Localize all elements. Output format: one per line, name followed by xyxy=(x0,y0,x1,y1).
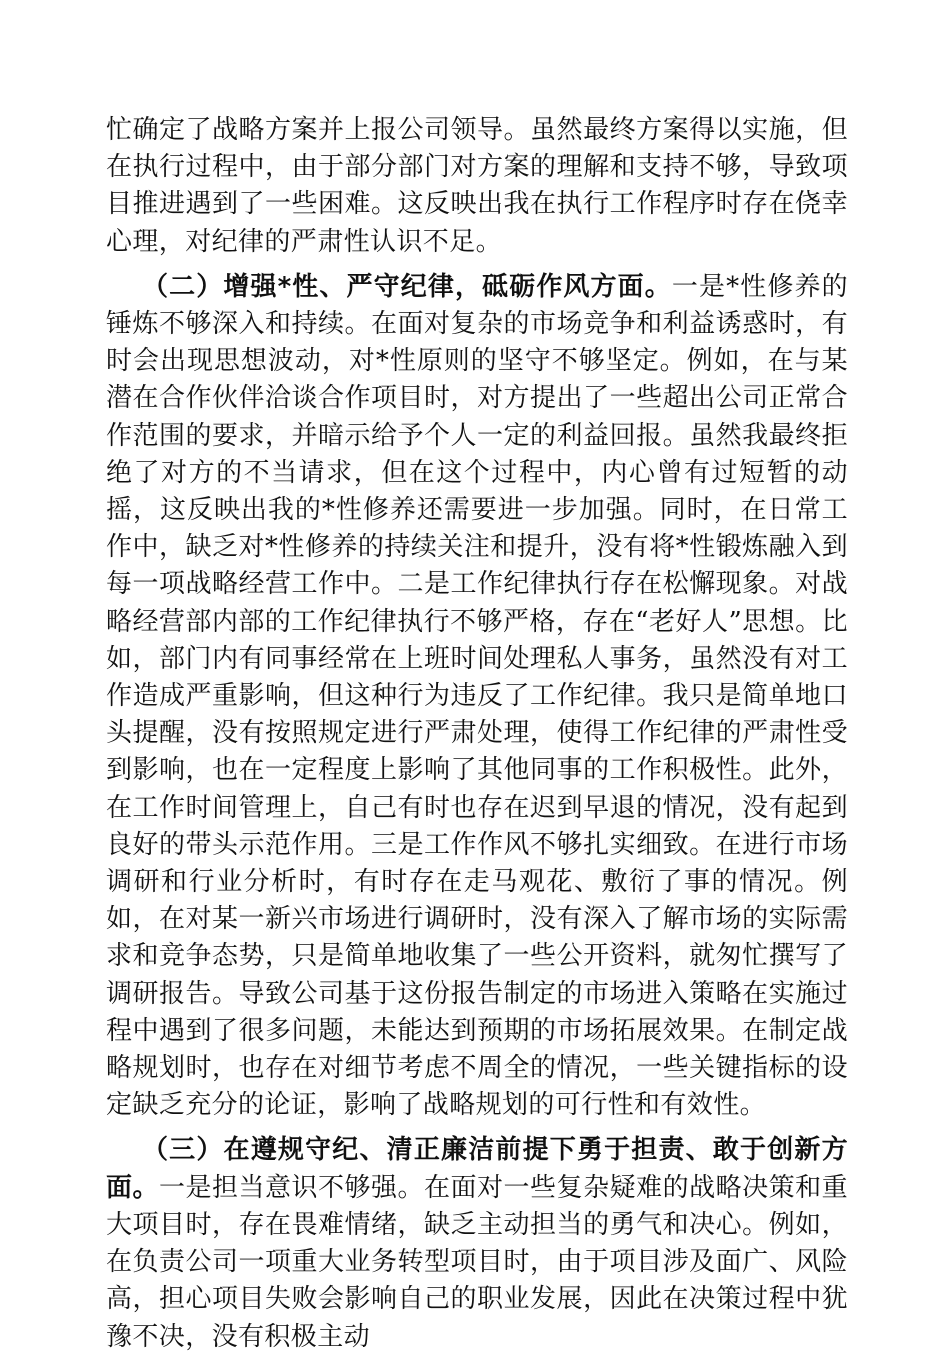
paragraph-text: 一是担当意识不够强。在面对一些复杂疑难的战略决策和重大项目时，存在畏难情绪，缺乏主动担当的勇气和决心。例如，在负责公司一项重大业务转型项目时，由于项目涉及面广、风险高，担心项目失败会影响自己的职业发展，因此在决策过程中犹豫不决，没有积极主动 xyxy=(106,1172,848,1352)
paragraph-section-two xyxy=(106,269,848,1125)
section-heading: （三）在遵规守纪、清正廉洁前提下勇于担责、敢于创新方面。 xyxy=(106,1135,848,1203)
paragraph-text: 忙确定了战略方案并上报公司领导。虽然最终方案得以实施，但在执行过程中，由于部分部门对方案的理解和支持不够，导致项目推进遇到了一些困难。这反映出我在执行工作程序时存在侥幸心理，对纪律的严肃性认识不足。 xyxy=(106,115,848,257)
section-heading: （二）增强*性、严守纪律，砥砺作风方面。 xyxy=(142,271,672,302)
paragraph-continuation xyxy=(106,112,848,261)
document-body xyxy=(106,112,848,1364)
paragraph-section-three xyxy=(106,1132,848,1355)
paragraph-text: 一是*性修养的锤炼不够深入和持续。在面对复杂的市场竞争和利益诱惑时，有时会出现思想波动，对*性原则的坚守不够坚定。例如，在与某潜在合作伙伴洽谈合作项目时，对方提出了一些超出公司正常合作范围的要求，并暗示给予个人一定的利益回报。虽然我最终拒绝了对方的不当请求，但在这个过程中，内心曾有过短暂的动摇，这反映出我的*性修养还需要进一步加强。同时，在日常工作中，缺乏对*性修养的持续关注和提升，没有将*性锻炼融入到每一项战略经营工作中。二是工作纪律执行存在松懈现象。对战略经营部内部的工作纪律执行不够严格，存在“老好人”思想。比如，部门内有同事经常在上班时间处理私人事务，虽然没有对工作造成严重影响，但这种行为违反了工作纪律。我只是简单地口头提醒，没有按照规定进行严肃处理，使得工作纪律的严肃性受到影响，也在一定程度上影响了其他同事的工作积极性。此外，在工作时间管理上，自己有时也存在迟到早退的情况，没有起到良好的带头示范作用。三是工作作风不够扎实细致。在进行市场调研和行业分析时，有时存在走马观花、敷衍了事的情况。例如，在对某一新兴市场进行调研时，没有深入了解市场的实际需求和竞争态势，只是简单地收集了一些公开资料，就匆忙撰写了调研报告。导致公司基于这份报告制定的市场进入策略在实施过程中遇到了很多问题，未能达到预期的市场拓展效果。在制定战略规划时，也存在对细节考虑不周全的情况，一些关键指标的设定缺乏充分的论证，影响了战略规划的可行性和有效性。 xyxy=(106,271,848,1121)
